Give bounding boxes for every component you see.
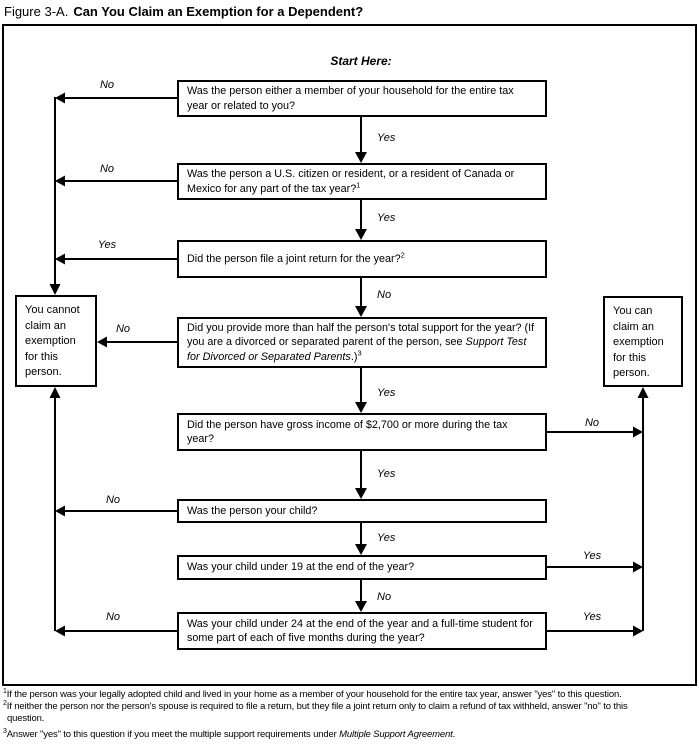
footnote-ref-1: 1 <box>356 179 361 189</box>
edge-label-q2-no: No <box>99 163 115 175</box>
question-box-your-child: Was the person your child? <box>177 499 547 523</box>
edge-label-q5-yes: Yes <box>377 468 396 480</box>
figure-number: Figure 3-A. <box>4 4 69 19</box>
figure-heading: Can You Claim an Exemption for a Dependent? <box>73 4 364 19</box>
edge-label-q4-no: No <box>115 323 131 335</box>
edge-label-q3-yes: Yes <box>97 239 117 251</box>
support-test-reference: Support Test for Divorced or Separated Parents <box>187 336 527 363</box>
edge-label-q3-no: No <box>377 289 392 301</box>
edge-label-q1-yes: Yes <box>377 132 396 144</box>
footnote-2: $^2$If neither the person nor the person's spouse is required to file a return, but they file a joint return only to claim a refund of tax withheld, answer "no" to this question. <box>3 699 628 724</box>
edge-label-q1-no: No <box>99 79 115 91</box>
footnote-1: $^1$If the person was your legally adopted child and lived in your home as a member of your household for the entire tax year, answer "yes" to this question. <box>3 687 622 700</box>
edge-label-q2-yes: Yes <box>377 212 396 224</box>
footnote-ref-2: 2 <box>400 250 405 260</box>
question-box-under-19: Was your child under 19 at the end of the year? <box>177 555 547 580</box>
question-box-under-24-student: Was your child under 24 at the end of the year and a full-time student for some part of each of five months during the year? <box>177 612 547 650</box>
start-here-label: Start Here: <box>330 54 392 68</box>
question-box-gross-income: Did the person have gross income of $2,700 or more during the tax year? <box>177 413 547 451</box>
edge-label-q8-yes: Yes <box>582 611 602 623</box>
footnote-ref-3: 3 <box>357 348 362 358</box>
question-box-joint-return: Did the person file a joint return for the year?$^2$ <box>177 240 547 278</box>
edge-label-q7-no: No <box>377 591 392 603</box>
edge-label-q6-yes: Yes <box>377 532 396 544</box>
edge-label-q5-no: No <box>584 417 600 429</box>
figure-title <box>4 4 363 19</box>
edge-label-q8-no: No <box>105 611 121 623</box>
outcome-box-cannot-claim: You cannot claim an exemption for this person. <box>15 295 97 387</box>
footnote-3: $^3$Answer "yes" to this question if you meet the multiple support requirements under Multiple Support Agreement. <box>3 727 456 740</box>
multiple-support-agreement-reference: Multiple Support Agreement <box>339 729 453 740</box>
question-box-citizen-or-resident: Was the person a U.S. citizen or resident, or a resident of Canada or Mexico for any part of the tax year?$^1$ <box>177 163 547 200</box>
question-box-half-support: Did you provide more than half the person's total support for the year? (If you are a divorced or separated parent of the person, see Support Test for Divorced or Separated Parents.)$^3$ <box>177 317 547 368</box>
edge-label-q4-yes: Yes <box>377 387 396 399</box>
edge-label-q7-yes: Yes <box>582 550 602 562</box>
edge-label-q6-no: No <box>105 494 121 506</box>
question-box-household-or-related: Was the person either a member of your household for the entire tax year or related to you? <box>177 80 547 117</box>
outcome-box-can-claim: You can claim an exemption for this person. <box>603 296 683 387</box>
